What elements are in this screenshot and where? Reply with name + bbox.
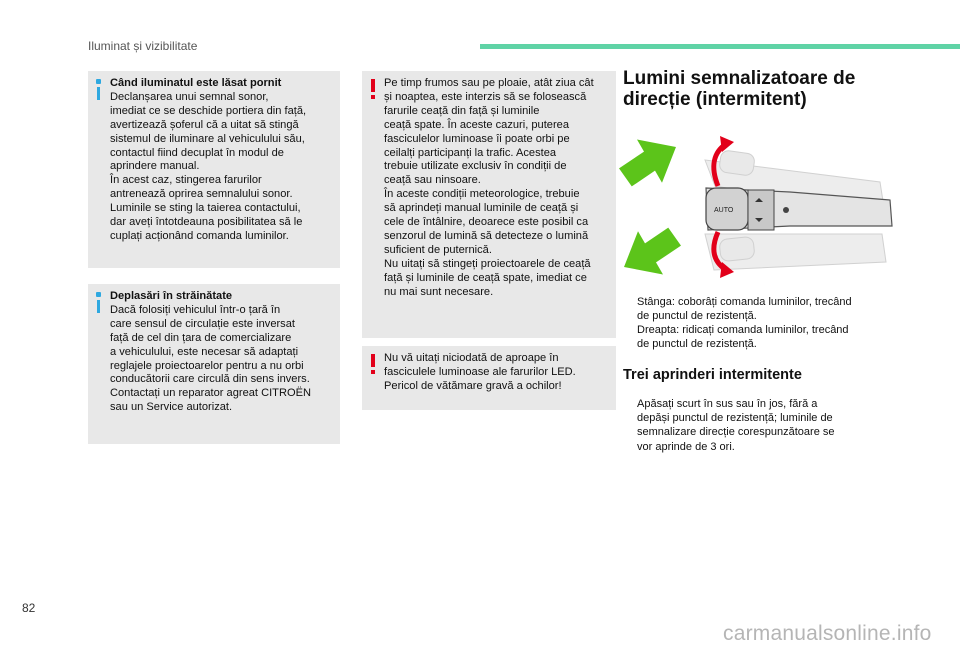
- text-line: față și luminile de ceață spate, imediat ce: [384, 271, 587, 284]
- text-line: semnalizare direcție corespunzătoare se: [637, 426, 835, 439]
- text-line: suficient de puternică.: [384, 243, 492, 256]
- list-item-left-signal: [623, 295, 897, 323]
- text-line: fasciculele luminoase ale farurilor LED.: [384, 365, 576, 378]
- page-number: 82: [22, 601, 36, 615]
- text-line: ceață sau ninsoare.: [384, 174, 481, 187]
- warning-box-text: [384, 77, 614, 300]
- warning-box-fog-lights: [362, 71, 616, 338]
- text-line: farurile ceață din față și luminile: [384, 104, 540, 117]
- section-title-line-2: direcție (intermitent): [623, 89, 807, 110]
- text-line: reglajele proiectoarelor pentru a nu orbi: [110, 359, 304, 372]
- text-line: Luminile se sting la taierea contactului,: [110, 202, 301, 215]
- text-line: cuplați acționând comanda luminilor.: [110, 229, 289, 242]
- info-icon: [96, 79, 101, 84]
- text-line: depăși punctul de rezistență; luminile de: [637, 412, 833, 425]
- text-line: nu mai sunt necesare.: [384, 285, 494, 298]
- text-line: Nu uitați să stingeți proiectoarele de ceață: [384, 257, 591, 270]
- text-line: conducătorii care circulă din sens invers.: [110, 373, 310, 386]
- watermark: carmanualsonline.info: [723, 622, 932, 645]
- text-line: senzorul de lumină să detecteze o lumină: [384, 229, 589, 242]
- text-line: sau un Service autorizat.: [110, 401, 233, 414]
- warning-icon: [371, 79, 375, 92]
- text-line: Pericol de vătămare gravă a ochilor!: [384, 379, 562, 392]
- text-line: ceilalți participanți la trafic. Acestea: [384, 146, 557, 159]
- text-line: trebuie utilizate exclusiv în condiții de: [384, 160, 567, 173]
- text-line: aprindere manual.: [110, 160, 200, 173]
- text-line: Stânga: coborâți comanda luminilor, trecând: [637, 296, 852, 308]
- text-line: față de cel din țara de comercializare: [110, 331, 292, 344]
- text-line: dar aveți întotdeauna posibilitatea să le: [110, 216, 303, 229]
- info-box-title: Deplasări în străinătate: [110, 290, 233, 302]
- text-line: vor aprinde de 3 ori.: [637, 440, 735, 453]
- text-line: sistemul de iluminare al vehiculului său,: [110, 132, 305, 145]
- green-arrow-left-icon: [612, 216, 689, 289]
- info-box-lights-left-on: [88, 71, 340, 268]
- text-line: Pe timp frumos sau pe ploaie, atât ziua cât: [384, 77, 594, 89]
- info-icon-bar: [97, 87, 100, 100]
- text-line: ceață spate. În aceste cazuri, puterea: [384, 118, 570, 131]
- info-box-text: [110, 77, 338, 244]
- list-item-three-flashes: [623, 397, 897, 454]
- text-line: antrenează oprirea semnalului sonor.: [110, 188, 293, 201]
- text-line: Dacă folosiți vehiculul într-o țară în: [110, 303, 281, 316]
- text-line: contactul fiind decuplat în modul de: [110, 146, 284, 159]
- text-line: și noaptea, este interzis să se folosească: [384, 90, 587, 103]
- text-line: Apăsați scurt în sus sau în jos, fără a: [637, 398, 818, 410]
- lighting-stalk-illustration: [610, 122, 910, 290]
- section-header-bar: [480, 44, 960, 49]
- text-line: Contactați un reparator agreat CITROËN: [110, 387, 312, 400]
- text-line: să aprindeți manual luminile de ceață și: [384, 202, 579, 215]
- stalk-lower-position: [705, 234, 886, 270]
- text-line: de punctul de rezistență.: [637, 310, 757, 323]
- text-line: de punctul de rezistență.: [637, 338, 757, 351]
- text-line: avertizează șoferul că a uitat să stingă: [110, 118, 299, 131]
- info-icon: [96, 292, 101, 297]
- subsection-title: Trei aprinderi intermitente: [623, 367, 802, 383]
- info-icon-bar: [97, 300, 100, 313]
- red-arrowhead-up-icon: [720, 136, 734, 152]
- text-line: În acest caz, stingerea farurilor: [110, 174, 262, 187]
- stalk-symbol-icon: [783, 207, 789, 213]
- text-line: a vehiculului, este necesar să adaptați: [110, 345, 299, 358]
- warning-box-led-beams: [362, 346, 616, 410]
- section-title: [623, 68, 855, 110]
- text-line: Declanșarea unui semnal sonor,: [110, 90, 269, 103]
- warning-icon-dot: [371, 370, 375, 374]
- text-line: fasciculelor luminoase îi poate orbi pe: [384, 132, 570, 145]
- green-arrow-right-icon: [611, 124, 688, 197]
- info-box-travel-abroad: [88, 284, 340, 444]
- text-line: Dreapta: ridicați comanda luminilor, trecând: [637, 324, 849, 336]
- text-line: cele de întâlnire, deoarece este posibil ca: [384, 216, 589, 229]
- section-header-title: Iluminat și vizibilitate: [88, 39, 198, 53]
- info-box-title: Când iluminatul este lăsat pornit: [110, 77, 282, 89]
- list-item-right-signal: [623, 323, 897, 351]
- text-line: imediat ce se deschide portiera din față,: [110, 104, 307, 117]
- text-line: În aceste condiții meteorologice, trebuie: [384, 188, 580, 201]
- stalk-auto-label: AUTO: [714, 207, 734, 214]
- text-line: Nu vă uitați niciodată de aproape în: [384, 352, 559, 364]
- text-line: care sensul de circulație este inversat: [110, 317, 295, 330]
- warning-box-text: [384, 352, 614, 394]
- section-title-line-1: Lumini semnalizatoare de: [623, 68, 856, 89]
- warning-icon-dot: [371, 95, 375, 99]
- info-box-text: [110, 290, 338, 415]
- warning-icon: [371, 354, 375, 367]
